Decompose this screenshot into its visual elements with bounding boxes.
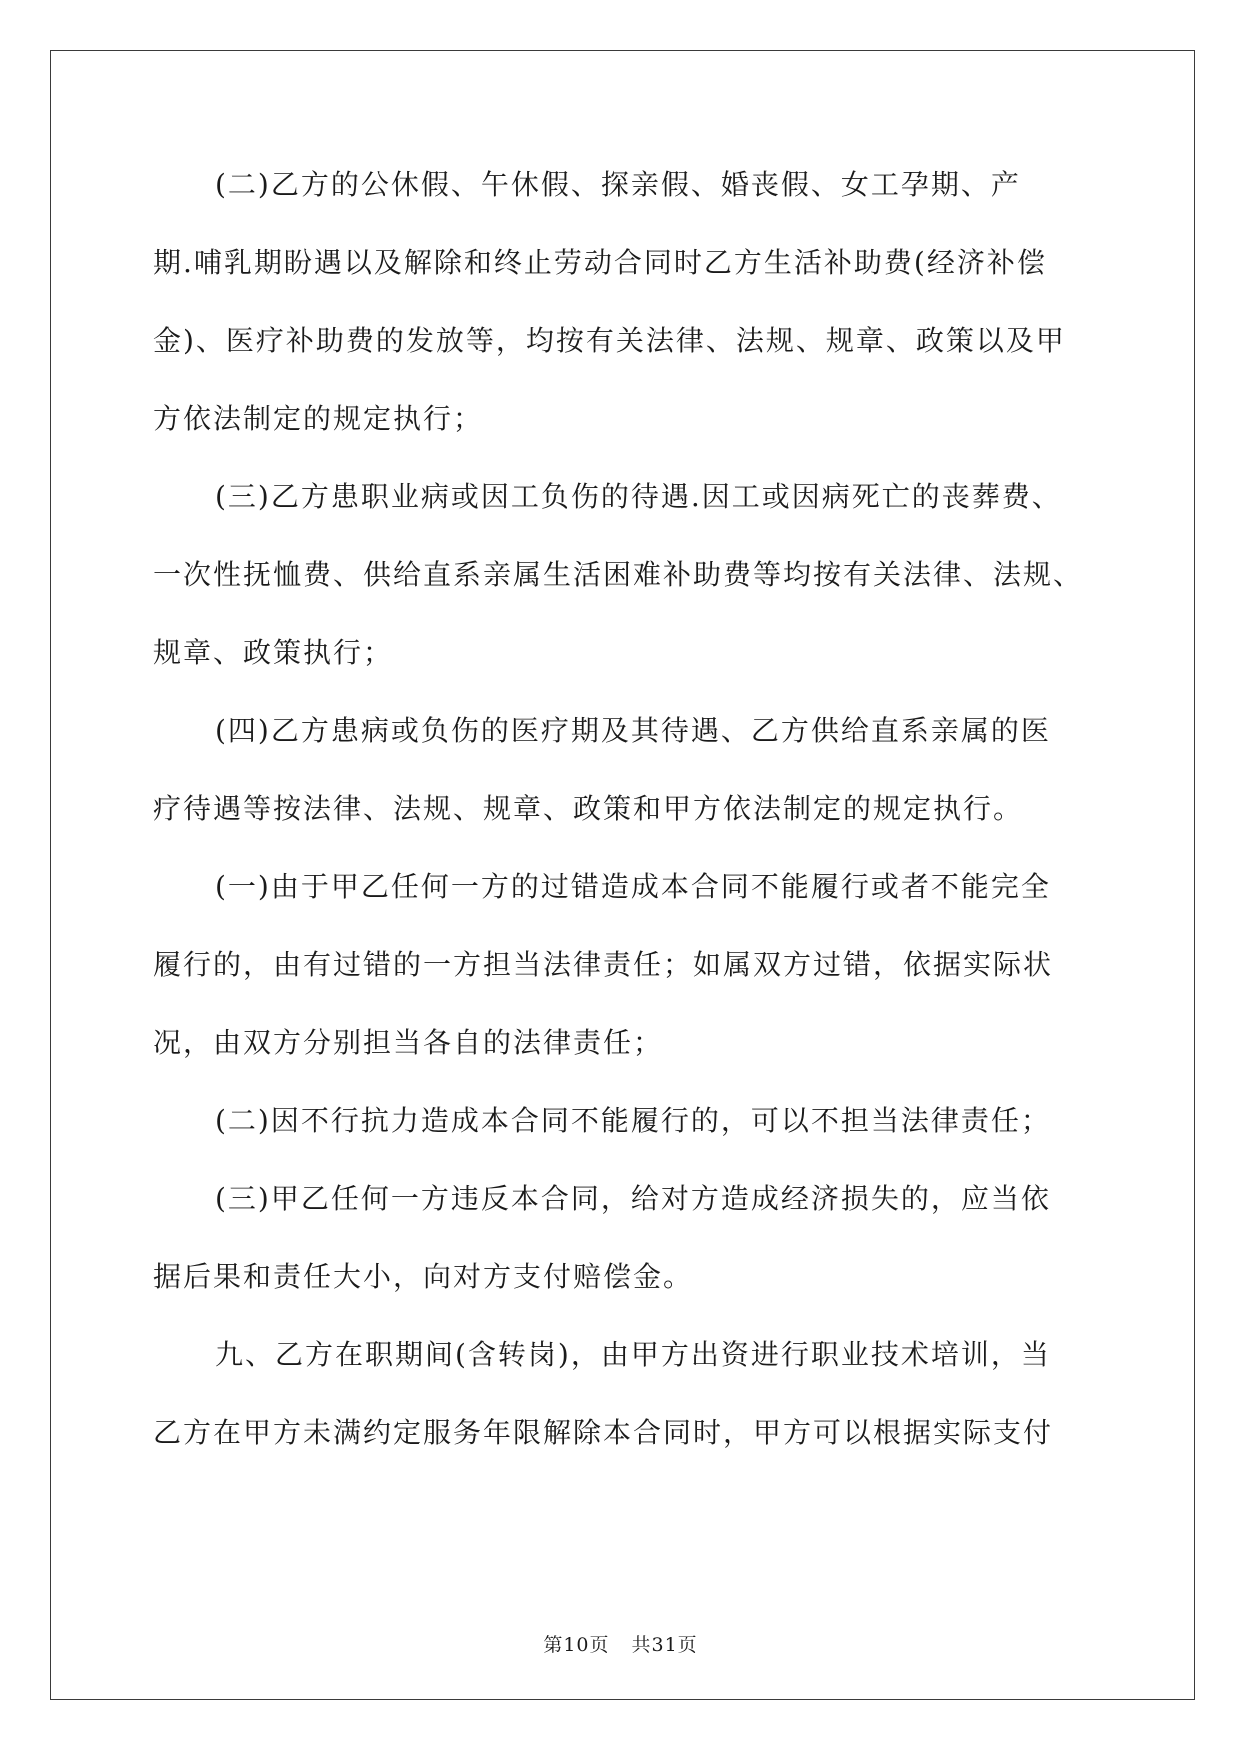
text-line: 九、乙方在职期间(含转岗)，由甲方出资进行职业技术培训，当 — [215, 1338, 1051, 1371]
text-line: 规章、政策执行； — [153, 636, 394, 669]
text-line: 履行的，由有过错的一方担当法律责任；如属双方过错，依据实际状 — [153, 948, 1054, 981]
total-pages-label: 共31页 — [631, 1634, 698, 1656]
text-line: 乙方在甲方未满约定服务年限解除本合同时，甲方可以根据实际支付 — [153, 1416, 1054, 1449]
text-line: 一次性抚恤费、供给直系亲属生活困难补助费等均按有关法律、法规、 — [153, 558, 1084, 591]
text-line: 据后果和责任大小，向对方支付赔偿金。 — [153, 1260, 694, 1293]
text-line: (三)甲乙任何一方违反本合同，给对方造成经济损失的，应当依 — [215, 1182, 1051, 1215]
text-line: 期.哺乳期盼遇以及解除和终止劳动合同时乙方生活补助费(经济补偿 — [153, 246, 1047, 279]
text-line: (一)由于甲乙任何一方的过错造成本合同不能履行或者不能完全 — [215, 870, 1051, 903]
document-body — [153, 157, 1093, 1483]
text-line: (三)乙方患职业病或因工负伤的待遇.因工或因病死亡的丧葬费、 — [215, 480, 1062, 513]
text-line: (四)乙方患病或负伤的医疗期及其待遇、乙方供给直系亲属的医 — [215, 714, 1051, 747]
page-footer — [0, 1630, 1241, 1657]
text-line: 方依法制定的规定执行； — [153, 402, 484, 435]
text-line: 况，由双方分别担当各自的法律责任； — [153, 1026, 664, 1059]
text-line: 金)、医疗补助费的发放等，均按有关法律、法规、规章、政策以及甲 — [153, 324, 1066, 357]
text-line: (二)乙方的公休假、午休假、探亲假、婚丧假、女工孕期、产 — [215, 168, 1021, 201]
current-page-label: 第10页 — [543, 1634, 610, 1656]
text-line: (二)因不行抗力造成本合同不能履行的，可以不担当法律责任； — [215, 1104, 1051, 1137]
text-line: 疗待遇等按法律、法规、规章、政策和甲方依法制定的规定执行。 — [153, 792, 1024, 825]
